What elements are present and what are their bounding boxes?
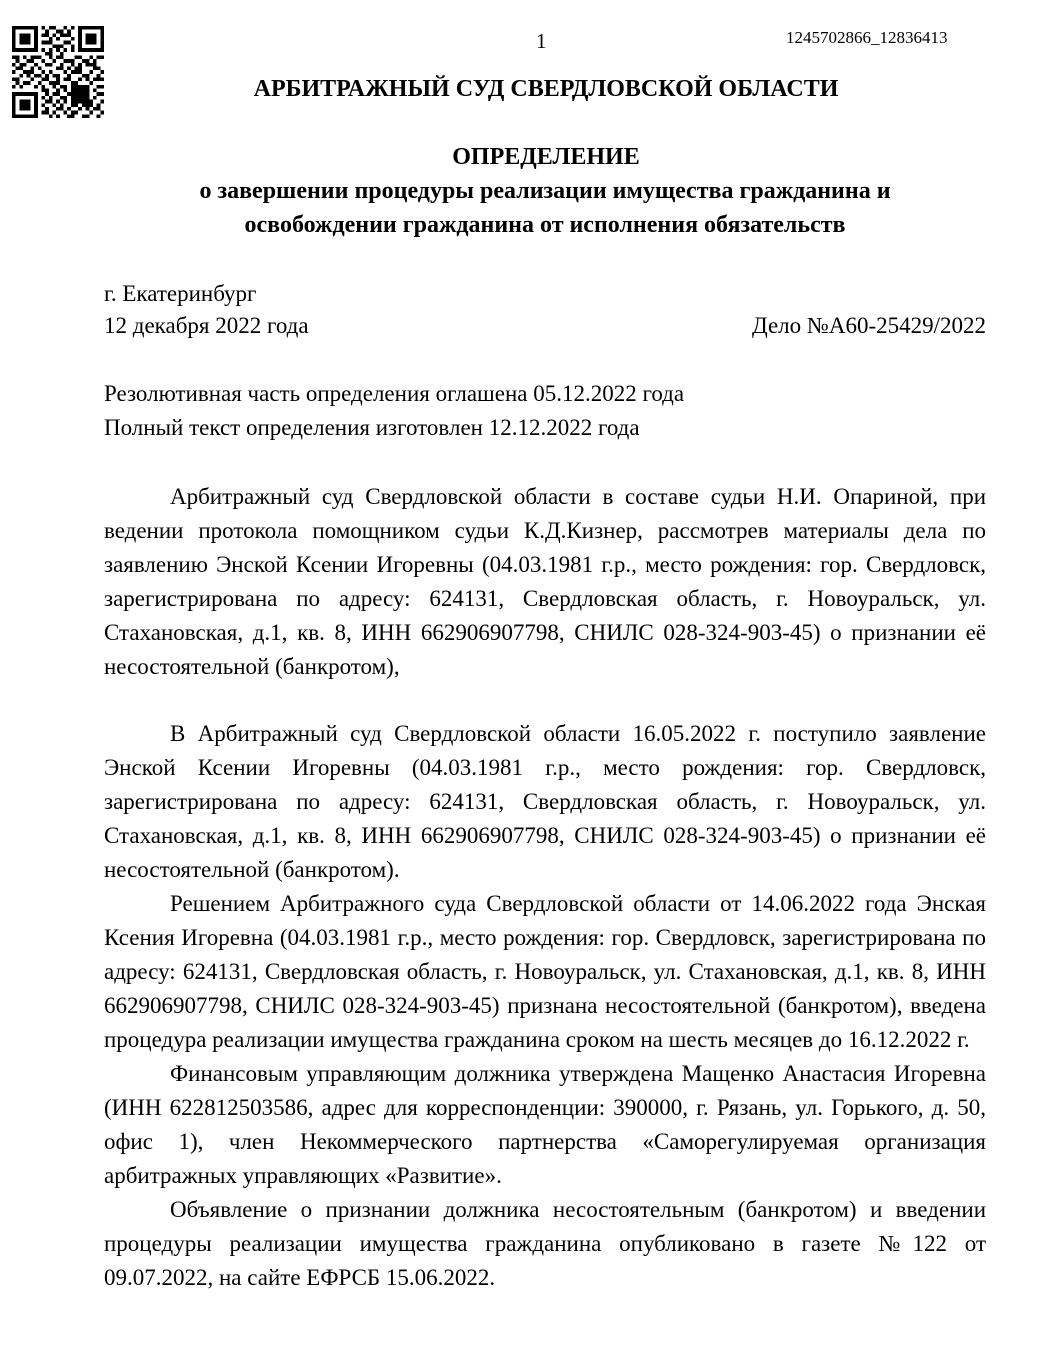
court-name: АРБИТРАЖНЫЙ СУД СВЕРДЛОВСКОЙ ОБЛАСТИ [253,76,839,102]
qr-code-icon [12,26,104,118]
document-heading: ОПРЕДЕЛЕНИЕ [452,144,640,170]
subtitle-line-1: о завершении процедуры реализации имущества гражданина и [199,178,891,204]
body-paragraph-1-block [104,480,986,684]
case-number: Дело №А60-25429/2022 [751,313,986,338]
city: г. Екатеринбург [104,281,257,306]
document-subtitle [104,174,986,242]
full-text-prepared: Полный текст определения изготовлен 12.12.2022 года [104,415,640,440]
body-paragraph: В Арбитражный суд Свердловской области 16.05.2022 г. поступило заявление Энской Ксении Игоревны (04.03.1981 г.р., место рождения: гор. Свердловск, зарегистрирована по адресу: 624131, Свердловская область, г. Новоуральск, ул. Стахановская, д.1, кв. 8, ИНН 662906907798, СНИЛС 028-324-903-45) о признании её несостоятельной (банкротом). [104,721,986,882]
body-paragraph: Решением Арбитражного суда Свердловской области от 14.06.2022 года Энская Ксения Игоревна (04.03.1981 г.р., место рождения: гор. Свердловск, зарегистрирована по адресу: 624131, Свердловская область, г. Новоуральск, ул. Стахановская, д.1, кв. 8, ИНН 662906907798, СНИЛС 028-324-903-45) признана несостоятельной (банкротом), введена процедура реализации имущества гражданина сроком на шесть месяцев до 16.12.2022 г. [104,891,986,1052]
document-id: 1245702866_12836413 [786,28,948,47]
body-paragraph: Арбитражный суд Свердловской области в составе судьи Н.И. Опариной, при ведении протокола помощником судьи К.Д.Кизнер, рассмотрев материалы дела по заявлению Энской Ксении Игоревны (04.03.1981 г.р., место рождения: гор. Свердловск, зарегистрирована по адресу: 624131, Свердловская область, г. Новоуральск, ул. Стахановская, д.1, кв. 8, ИНН 662906907798, СНИЛС 028-324-903-45) о признании её несостоятельной (банкротом), [104,484,986,679]
body-paragraphs-block [104,717,986,1295]
document-date: 12 декабря 2022 года [104,313,309,338]
subtitle-line-2: освобождении гражданина от исполнения обязательств [244,212,846,238]
resolution-announced: Резолютивная часть определения оглашена 05.12.2022 года [104,381,685,406]
body-paragraph: Финансовым управляющим должника утверждена Мащенко Анастасия Игоревна (ИНН 622812503586, адрес для корреспонденции: 390000, г. Рязань, ул. Горького, д. 50, офис 1), член Некоммерческого партнерства «Саморегулируемая организация арбитражных управляющих «Развитие». [104,1061,986,1188]
page-number: 1 [536,29,547,53]
body-paragraph: Объявление о признании должника несостоятельным (банкротом) и введении процедуры реализации имущества гражданина опубликовано в газете №122 от 09.07.2022, на сайте ЕФРСБ 15.06.2022. [104,1197,986,1290]
